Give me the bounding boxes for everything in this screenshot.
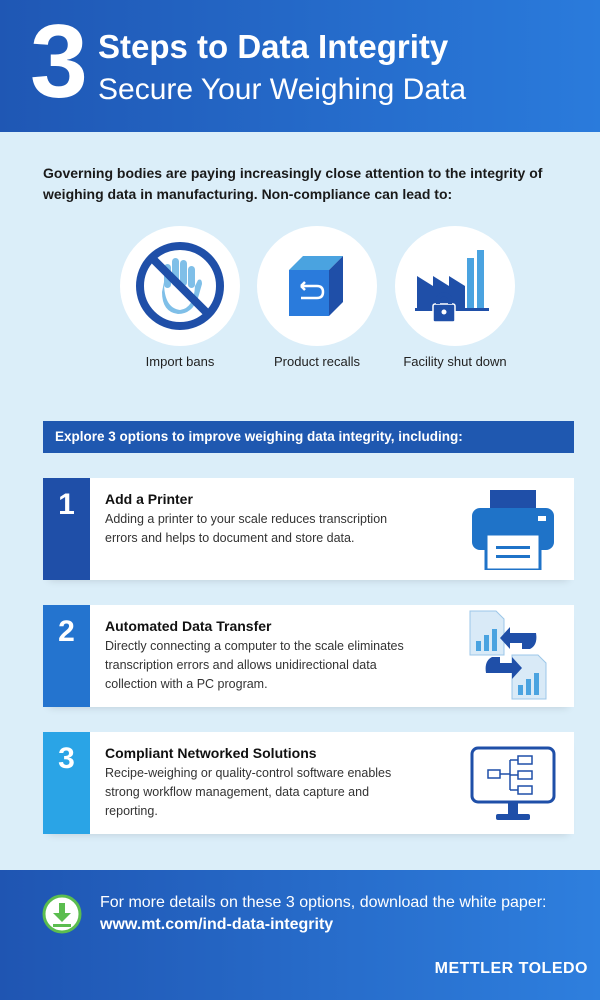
consequence-label: Product recalls	[274, 354, 360, 369]
step-number: 2	[43, 605, 90, 707]
return-box-icon	[267, 236, 367, 336]
step-number: 3	[43, 732, 90, 834]
page-subtitle: Secure Your Weighing Data	[98, 73, 467, 106]
step-description: Recipe-weighing or quality-control software enables strong workflow management, data capture and reporting.	[105, 766, 392, 818]
step-title: Automated Data Transfer	[105, 618, 272, 634]
intro-text: Governing bodies are paying increasingly close attention to the integrity of weighing data in manufacturing. Non-compliance can lead to:	[43, 165, 543, 202]
header-banner	[0, 0, 600, 132]
step-card-3	[43, 732, 574, 834]
consequence-circle	[120, 226, 240, 346]
consequence-product-recalls	[247, 226, 387, 369]
step-text	[105, 616, 415, 694]
step-card-2	[43, 605, 574, 707]
footer-text-block	[100, 892, 580, 936]
footer-text: For more details on these 3 options, download the white paper:	[100, 894, 547, 911]
consequence-circle	[257, 226, 377, 346]
consequence-facility-shutdown	[385, 226, 525, 369]
consequence-circle	[395, 226, 515, 346]
network-monitor-icon	[470, 746, 556, 829]
consequence-label: Import bans	[145, 354, 215, 369]
step-text	[105, 489, 415, 548]
mettler-toledo-logo: METTLER TOLEDO	[434, 960, 588, 977]
consequence-label: Facility shut down	[403, 354, 507, 369]
explore-banner: Explore 3 options to improve weighing data integrity, including:	[43, 421, 574, 453]
page-title: Steps to Data Integrity	[98, 28, 449, 65]
step-description: Directly connecting a computer to the scale eliminates transcription errors and allows unidirectional data collection with a PC program.	[105, 639, 404, 691]
footer-banner	[0, 870, 600, 1000]
consequence-import-bans	[110, 226, 250, 369]
step-title: Compliant Networked Solutions	[105, 745, 317, 761]
step-title: Add a Printer	[105, 491, 193, 507]
no-hand-icon	[130, 236, 230, 336]
header-number: 3	[30, 4, 88, 120]
step-description: Adding a printer to your scale reduces transcription errors and helps to document and store data.	[105, 512, 388, 545]
step-card-1	[43, 478, 574, 580]
data-transfer-icon	[466, 609, 554, 706]
step-text	[105, 743, 415, 821]
printer-icon	[468, 490, 558, 575]
step-number: 1	[43, 478, 90, 580]
locked-factory-icon	[405, 236, 505, 336]
download-icon[interactable]	[42, 894, 82, 939]
white-paper-link[interactable]: www.mt.com/ind-data-integrity	[100, 916, 334, 933]
